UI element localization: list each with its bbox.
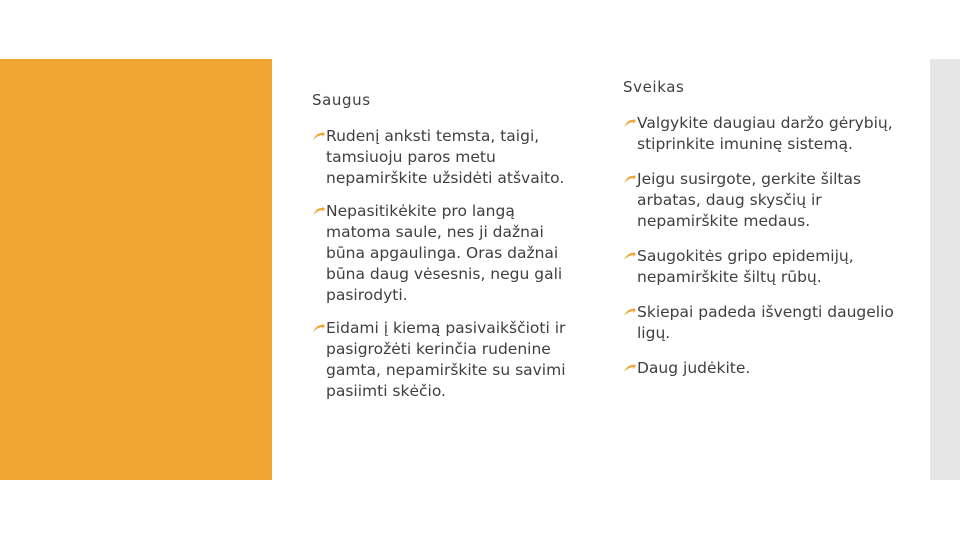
arrow-bullet-icon [312,130,326,142]
arrow-bullet-icon [623,306,637,318]
orange-side-panel [0,59,272,480]
list-item-text: Saugokitės gripo epidemijų, nepamirškite šiltų rūbų. [637,247,854,286]
list-item-text: Jeigu susirgote, gerkite šiltas arbatas, daug skysčių ir nepamirškite medaus. [637,170,862,230]
safe-column [312,90,582,414]
arrow-bullet-icon [623,362,637,374]
list-item [623,302,913,344]
list-item [312,126,582,189]
arrow-bullet-icon [623,117,637,129]
list-item [312,201,582,306]
gray-side-strip [930,59,960,480]
list-item-text: Daug judėkite. [637,359,751,377]
healthy-heading: Sveikas [623,78,685,96]
arrow-bullet-icon [623,173,637,185]
safe-list [312,126,582,402]
healthy-list [623,113,913,379]
list-item-text: Rudenį anksti temsta, taigi, tamsiuoju paros metu nepamirškite užsidėti atšvaito. [326,127,565,187]
arrow-bullet-icon [312,205,326,217]
list-item [623,358,913,379]
list-item [623,246,913,288]
list-item [623,113,913,155]
safe-heading: Saugus [312,91,371,109]
arrow-bullet-icon [623,250,637,262]
list-item [312,318,582,402]
list-item-text: Eidami į kiemą pasivaikščioti ir pasigrožėti kerinčia rudenine gamta, nepamirškite su savimi pasiimti skėčio. [326,319,566,400]
list-item-text: Skiepai padeda išvengti daugelio ligų. [637,303,894,342]
list-item-text: Nepasitikėkite pro langą matoma saule, nes ji dažnai būna apgaulinga. Oras dažnai būna daug vėsesnis, negu gali pasirodyti. [326,202,563,304]
arrow-bullet-icon [312,322,326,334]
healthy-column [623,77,913,393]
list-item-text: Valgykite daugiau daržo gėrybių, stiprinkite imuninę sistemą. [637,114,893,153]
list-item [623,169,913,232]
